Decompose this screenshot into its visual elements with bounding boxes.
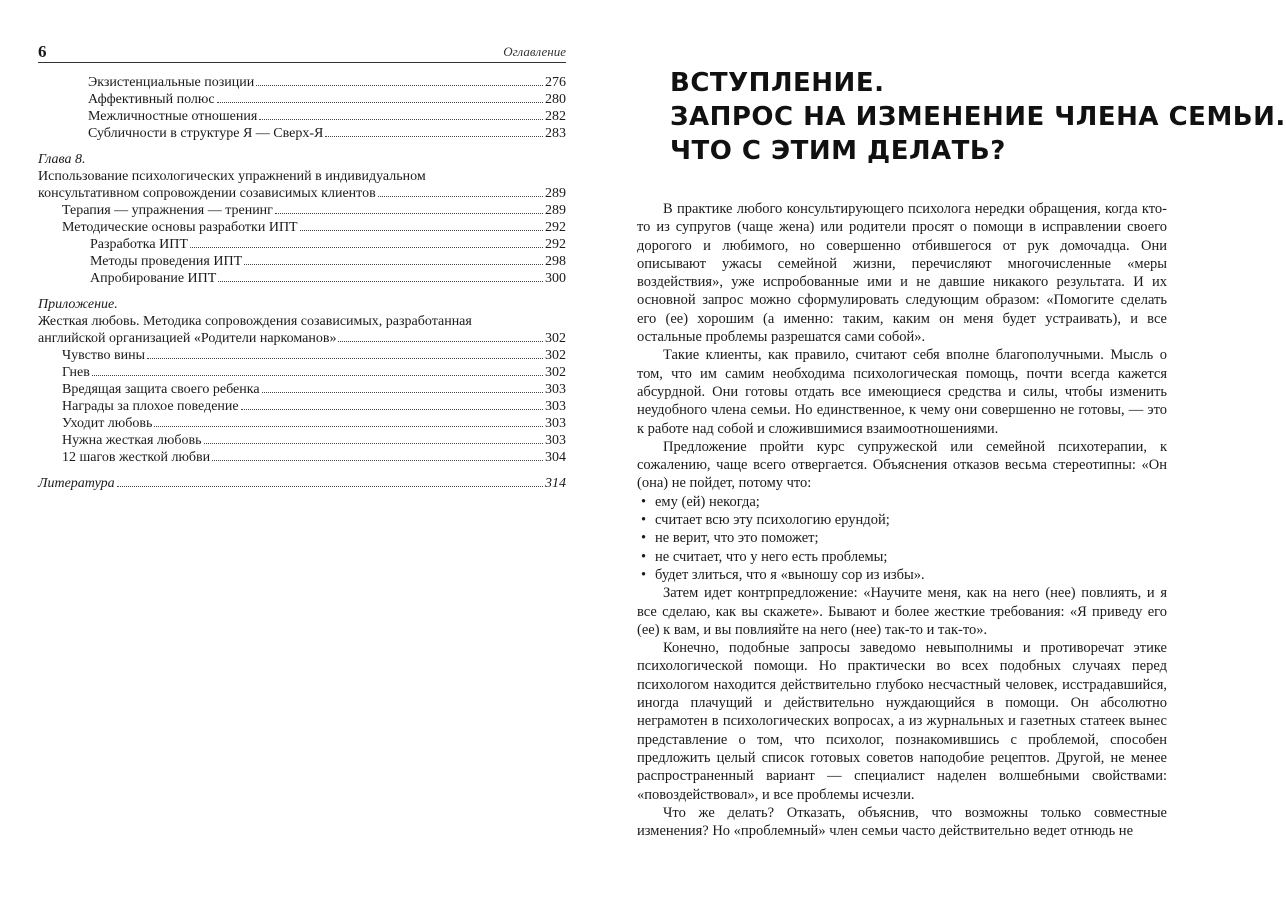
toc-entry-title: Субличности в структуре Я — Сверх-Я [88,126,324,141]
toc-entry [38,330,566,347]
toc-entry-title: Чувство вины [62,348,145,363]
bullet-list [637,493,1167,584]
toc-page-number: 303 [545,382,566,397]
toc-page-number: 303 [545,416,566,431]
toc-entry [38,74,566,91]
bullet-item: • будет злиться, что я «выношу сор из избы». [637,566,1167,584]
toc-leader-dots [256,85,543,86]
toc-entry [38,381,566,398]
toc-entry-title: Гнев [62,365,90,380]
bullet-item: • ему (ей) некогда; [637,493,1167,511]
toc-leader-dots [212,460,543,461]
toc-leader-dots [204,443,544,444]
toc-page-number: 292 [545,237,566,252]
paragraph: В практике любого консультирующего психолога нередки обращения, когда кто-то из супругов (чаще жена) или родители просят о помощи в исправлении своего дорогого и любимого, но совершенно отбившегося от рук домочадца. Они описывают ужасы семейной жизни, перечисляют многочисленные «меры воздействия», уже испробованные ими и не давшие никакого результата. И их основной запрос можно сформулировать следующим образом: «Помогите сделать его (ее) хорошим (а именно: таким, каким он меня будет устраивать), и все остальные проблемы разрешатся сами собой». [637,201,1167,346]
toc-entry-line: Жесткая любовь. Методика сопровождения созависимых, разработанная [38,314,472,329]
toc-entry [38,364,566,381]
toc-entry [38,398,566,415]
bullet-item: • не верит, что это поможет; [637,529,1167,547]
toc-leader-dots [241,409,543,410]
body-text [637,200,1167,840]
toc-entry [38,253,566,270]
toc-entry-title: консультативном сопровождении созависимых клиентов [38,186,376,201]
toc-leader-dots [378,196,543,197]
toc-gap [38,287,566,296]
chapter-title-line: ЗАПРОС НА ИЗМЕНЕНИЕ ЧЛЕНА СЕМЬИ. [670,102,1286,132]
bullet-item: • считает всю эту психологию ерундой; [637,511,1167,529]
chapter-title-line: ВСТУПЛЕНИЕ. [670,68,885,98]
toc-entry-title: Методические основы разработки ИПТ [62,220,298,235]
toc-entry-title: Экзистенциальные позиции [88,75,255,90]
chapter-title-line: ЧТО С ЭТИМ ДЕЛАТЬ? [670,136,1006,166]
paragraph: Такие клиенты, как правило, считают себя вполне благополучными. Мысль о том, что им самим необходима психологическая помощь, почти всегда кажется абсурдной. Они готовы отдать все имеющиеся средства и силы, чтобы изменить неудобного члена семьи. Но единственное, к чему они совершенно не готовы, — это к работе над собой и сложившимися взаимоотношениями. [637,347,1167,437]
toc-page-number: 302 [545,365,566,380]
toc-leader-dots [190,247,543,248]
toc-entry-title: Межличностные отношения [88,109,258,124]
toc-page-number: 304 [545,450,566,465]
toc-leader-dots [217,102,543,103]
toc-section-label: Глава 8. [38,152,86,167]
toc-page-number: 292 [545,220,566,235]
toc-leader-dots [218,281,543,282]
paragraph: Что же делать? Отказать, объяснив, что возможны только совместные изменения? Но «проблемный» член семьи часто действительно ведет отнюдь не [637,804,1167,840]
toc-page-number: 276 [545,75,566,90]
toc-leader-dots [300,230,543,231]
toc-leader-dots [154,426,543,427]
toc-entry-title: 12 шагов жесткой любви [62,450,211,465]
toc-leader-dots [262,392,543,393]
toc-entry-title: Методы проведения ИПТ [90,254,243,269]
toc-entry-title: Вредящая защита своего ребенка [62,382,260,397]
chapter-title [670,66,1286,168]
toc-leader-dots [244,264,543,265]
toc-page-number: 302 [545,348,566,363]
toc-page-number: 303 [545,433,566,448]
toc-page-number: 283 [545,126,566,141]
toc-page-number: 289 [545,203,566,218]
paragraph: Предложение пройти курс супружеской или семейной психотерапии, к сожалению, чаще всего отвергается. Объяснения отказов весьма стереотипны: «Он (она) не пойдет, потому что: [637,438,1167,492]
running-head: Оглавление [503,44,566,59]
toc-page-number: 282 [545,109,566,124]
toc-page-number: 300 [545,271,566,286]
toc-entry-title: Нужна жесткая любовь [62,433,202,448]
toc-leader-dots [117,486,543,487]
toc-leader-dots [325,136,543,137]
toc-leader-dots [147,358,543,359]
toc-entry-line: Использование психологических упражнений в индивидуальном [38,169,426,184]
toc-section-label: Приложение. [38,297,118,312]
toc-entry [38,347,566,364]
toc-entry [38,219,566,236]
toc-entry-title: Уходит любовь [62,416,153,431]
toc-entry-title: английской организацией «Родители наркоманов» [38,331,337,346]
toc-entry [38,108,566,125]
bullet-item: • не считает, что у него есть проблемы; [637,548,1167,566]
toc-page-number: 303 [545,399,566,414]
toc-page-number: 302 [545,331,566,346]
toc-entry [38,125,566,142]
toc-leader-dots [92,375,543,376]
toc-entry [38,270,566,287]
page-header [38,40,566,63]
toc-entry-title: Терапия — упражнения — тренинг [62,203,273,218]
toc-leader-dots [338,341,543,342]
toc-entry-title: Разработка ИПТ [90,237,188,252]
toc-entry-title: Аффективный полюс [88,92,215,107]
table-of-contents [38,74,566,492]
toc-page-number: 289 [545,186,566,201]
toc-entry [38,415,566,432]
toc-page-number: 280 [545,92,566,107]
toc-entry [38,449,566,466]
toc-entry-title: Апробирование ИПТ [90,271,217,286]
toc-entry-title: Награды за плохое поведение [62,399,239,414]
toc-entry [38,185,566,202]
toc-page-number: 298 [545,254,566,269]
toc-gap [38,466,566,475]
paragraph: Затем идет контрпредложение: «Научите меня, как на него (нее) повлиять, и я все сделаю, как вы скажете». Бывают и более жесткие требования: «Я приведу его (ее) к вам, и вы повлияйте на него (нее) так-то и так-то». [637,585,1167,638]
toc-gap [38,142,566,151]
toc-entry-title: Литература [38,476,115,491]
toc-entry [38,432,566,449]
toc-entry [38,91,566,108]
toc-entry [38,202,566,219]
page-number: 6 [38,42,47,61]
toc-entry [38,475,566,492]
toc-leader-dots [275,213,543,214]
paragraph: Конечно, подобные запросы заведомо невыполнимы и противоречат этике психологической помощи. Но практически во всех подобных случаях перед психологом находится действительно глубоко несчастный человек, исстрадавшийся, иногда плачущий и действительно нуждающийся в помощи. Он абсолютно неграмотен в психологических вопросах, а из журнальных и газетных статеек вынес представление о том, что психолог, познакомившись с проблемой, способен предложить целый список готовых советов наподобие рецептов. Другой, не менее распространенный вариант — специалист наделен волшебными свойствами: «повоздействовал», и все проблемы исчезли. [637,640,1167,803]
toc-entry [38,236,566,253]
toc-leader-dots [259,119,543,120]
toc-page-number: 314 [545,476,566,491]
